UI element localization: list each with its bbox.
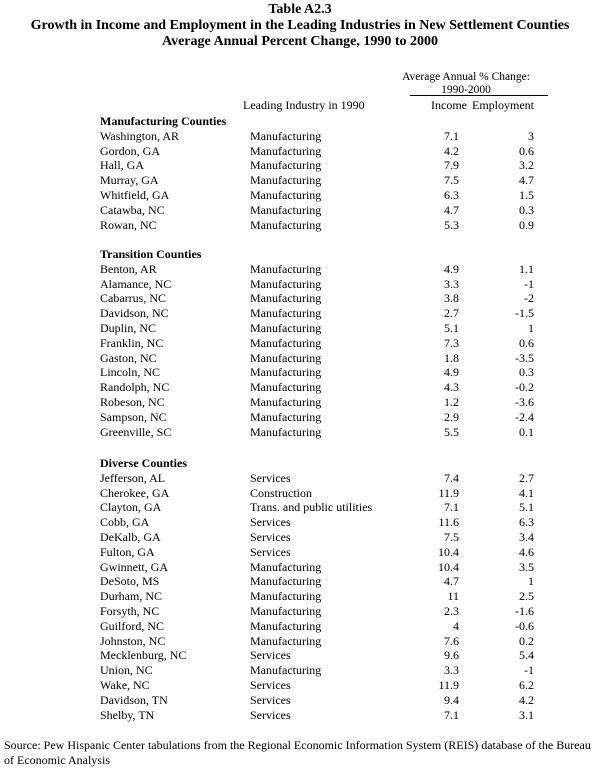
county-cell: DeSoto, MS xyxy=(100,574,160,589)
income-cell: 10.4 xyxy=(438,559,459,574)
industry-cell: Services xyxy=(250,692,291,707)
industry-cell: Manufacturing xyxy=(250,173,322,188)
industry-cell: Manufacturing xyxy=(250,604,322,618)
county-cell: Lincoln, NC xyxy=(100,365,160,380)
employment-cell: 4.7 xyxy=(519,173,534,188)
table-row xyxy=(0,604,600,619)
section-heading: Manufacturing Counties xyxy=(100,114,227,128)
table-row xyxy=(0,530,600,545)
table-row xyxy=(0,663,600,678)
county-cell: Greenville, SC xyxy=(100,424,172,439)
employment-cell: -3.6 xyxy=(515,395,534,409)
employment-cell: 3.1 xyxy=(519,707,534,722)
income-cell: 1.2 xyxy=(444,395,459,409)
table-subtitle: Average Annual Percent Change, 1990 to 2000 xyxy=(162,34,438,49)
table-row xyxy=(0,693,600,708)
industry-cell: Manufacturing xyxy=(250,158,322,173)
industry-cell: Services xyxy=(250,515,291,530)
county-cell: Union, NC xyxy=(100,663,153,678)
income-cell: 5.1 xyxy=(444,321,459,335)
table-row xyxy=(0,425,600,440)
county-cell: Mecklenburg, NC xyxy=(100,648,187,663)
county-cell: Gwinnett, GA xyxy=(100,559,168,574)
table-row xyxy=(0,277,600,292)
employment-cell: -1 xyxy=(524,276,534,291)
county-cell: Washington, AR xyxy=(100,128,180,143)
income-cell: 2.7 xyxy=(444,306,459,321)
column-header-income: Income xyxy=(431,98,467,112)
county-cell: Hall, GA xyxy=(100,158,144,173)
county-cell: Benton, AR xyxy=(100,261,157,276)
employment-cell: -1.5 xyxy=(515,306,534,321)
industry-cell: Manufacturing xyxy=(250,365,322,380)
county-cell: Davidson, NC xyxy=(100,306,169,321)
income-cell: 3.3 xyxy=(444,663,459,678)
section-heading: Transition Counties xyxy=(100,247,202,261)
industry-cell: Construction xyxy=(250,485,312,500)
income-cell: 7.5 xyxy=(444,530,459,544)
county-cell: Forsyth, NC xyxy=(100,604,160,618)
table-row xyxy=(0,471,600,486)
county-cell: Guilford, NC xyxy=(100,618,164,633)
table-row xyxy=(0,188,600,203)
industry-cell: Manufacturing xyxy=(250,202,322,217)
column-header-employment: Employment xyxy=(472,98,534,112)
employment-cell: 0.6 xyxy=(519,143,534,158)
income-cell: 9.6 xyxy=(444,648,459,663)
county-cell: Robeson, NC xyxy=(100,395,165,409)
income-cell: 5.3 xyxy=(444,217,459,232)
industry-cell: Manufacturing xyxy=(250,128,322,143)
county-cell: Shelby, TN xyxy=(100,707,155,722)
table-row xyxy=(0,336,600,351)
income-cell: 4.3 xyxy=(444,380,459,395)
employment-cell: 0.1 xyxy=(519,424,534,439)
industry-cell: Manufacturing xyxy=(250,276,322,291)
employment-cell: -2.4 xyxy=(515,409,534,424)
income-cell: 1.8 xyxy=(444,350,459,365)
income-cell: 7.1 xyxy=(444,128,459,143)
income-cell: 7.1 xyxy=(444,707,459,722)
income-cell: 6.3 xyxy=(444,188,459,202)
header-underline xyxy=(410,95,548,96)
income-cell: 11.6 xyxy=(438,515,459,530)
income-cell: 10.4 xyxy=(438,544,459,559)
employment-cell: 1 xyxy=(528,321,534,335)
table-row xyxy=(0,351,600,366)
employment-cell: 1.1 xyxy=(519,261,534,276)
county-cell: Cabarrus, NC xyxy=(100,291,166,306)
table-row xyxy=(0,173,600,188)
employment-cell: 6.2 xyxy=(519,678,534,692)
employment-cell: 4.2 xyxy=(519,692,534,707)
income-cell: 3.3 xyxy=(444,276,459,291)
industry-cell: Manufacturing xyxy=(250,143,322,158)
employment-cell: 0.2 xyxy=(519,633,534,648)
source-note: Source: Pew Hispanic Center tabulations from the Regional Economic Information System (REIS) database of the Bureau of Economic Analysis xyxy=(4,738,594,767)
county-cell: Duplin, NC xyxy=(100,321,157,335)
industry-cell: Manufacturing xyxy=(250,380,322,395)
county-cell: Rowan, NC xyxy=(100,217,157,232)
county-cell: Cobb, GA xyxy=(100,515,150,530)
county-cell: Cherokee, GA xyxy=(100,485,170,500)
table-row xyxy=(0,619,600,634)
employment-cell: -1 xyxy=(524,663,534,678)
employment-cell: 5.4 xyxy=(519,648,534,663)
table-row xyxy=(0,634,600,649)
county-cell: Whitfield, GA xyxy=(100,188,170,202)
industry-cell: Manufacturing xyxy=(250,663,322,678)
table-row xyxy=(0,410,600,425)
income-cell: 4.9 xyxy=(444,365,459,380)
county-cell: Wake, NC xyxy=(100,678,150,692)
table-row xyxy=(0,545,600,560)
industry-cell: Manufacturing xyxy=(250,618,322,633)
table-row xyxy=(0,486,600,501)
industry-cell: Manufacturing xyxy=(250,409,322,424)
table-row xyxy=(0,678,600,693)
employment-cell: 0.6 xyxy=(519,335,534,350)
employment-cell: -1.6 xyxy=(515,604,534,618)
table-row xyxy=(0,158,600,173)
employment-cell: 3.2 xyxy=(519,158,534,173)
table-row xyxy=(0,144,600,159)
employment-cell: 4.1 xyxy=(519,485,534,500)
employment-cell: 3.5 xyxy=(519,559,534,574)
header-group-label: Average Annual % Change: xyxy=(402,71,530,83)
industry-cell: Manufacturing xyxy=(250,633,322,648)
table-number: Table A2.3 xyxy=(268,2,332,17)
industry-cell: Trans. and public utilities xyxy=(250,500,373,515)
industry-cell: Services xyxy=(250,544,291,559)
county-cell: Johnston, NC xyxy=(100,633,166,648)
industry-cell: Manufacturing xyxy=(250,350,322,365)
income-cell: 7.5 xyxy=(444,173,459,188)
county-cell: Clayton, GA xyxy=(100,500,162,515)
table-row xyxy=(0,306,600,321)
income-cell: 7.6 xyxy=(444,633,459,648)
industry-cell: Manufacturing xyxy=(250,335,322,350)
header-group-years: 1990-2000 xyxy=(441,84,491,96)
income-cell: 9.4 xyxy=(444,692,459,707)
employment-cell: 6.3 xyxy=(519,515,534,530)
table-title: Growth in Income and Employment in the Leading Industries in New Settlement Counties xyxy=(30,18,570,33)
table-row xyxy=(0,500,600,515)
income-cell: 4.7 xyxy=(444,202,459,217)
industry-cell: Manufacturing xyxy=(250,291,322,306)
income-cell: 4.2 xyxy=(444,143,459,158)
employment-cell: 3 xyxy=(528,128,534,143)
table-row xyxy=(0,515,600,530)
county-cell: Alamance, NC xyxy=(100,276,172,291)
employment-cell: 1 xyxy=(528,574,534,589)
income-cell: 2.3 xyxy=(444,604,459,618)
income-cell: 7.4 xyxy=(444,470,459,485)
industry-cell: Services xyxy=(250,707,291,722)
section-heading: Diverse Counties xyxy=(100,456,187,470)
income-cell: 5.5 xyxy=(444,424,459,439)
income-cell: 11 xyxy=(447,589,459,604)
employment-cell: 4.6 xyxy=(519,544,534,559)
county-cell: Davidson, TN xyxy=(100,692,168,707)
industry-cell: Manufacturing xyxy=(250,306,322,321)
table-row xyxy=(0,648,600,663)
income-cell: 2.9 xyxy=(444,409,459,424)
income-cell: 7.1 xyxy=(444,500,459,515)
income-cell: 7.9 xyxy=(444,158,459,173)
employment-cell: 5.1 xyxy=(519,500,534,515)
table-row xyxy=(0,380,600,395)
industry-cell: Manufacturing xyxy=(250,217,322,232)
industry-cell: Manufacturing xyxy=(250,424,322,439)
industry-cell: Manufacturing xyxy=(250,395,322,409)
income-cell: 11.9 xyxy=(438,678,459,692)
industry-cell: Manufacturing xyxy=(250,589,322,604)
table-row xyxy=(0,560,600,575)
table-row xyxy=(0,574,600,589)
income-cell: 11.9 xyxy=(438,485,459,500)
table-row xyxy=(0,321,600,336)
table-row xyxy=(0,365,600,380)
income-cell: 3.8 xyxy=(444,291,459,306)
industry-cell: Services xyxy=(250,678,291,692)
employment-cell: -3.5 xyxy=(515,350,534,365)
county-cell: Sampson, NC xyxy=(100,409,167,424)
income-cell: 7.3 xyxy=(444,335,459,350)
income-cell: 4 xyxy=(453,618,459,633)
table-row xyxy=(0,708,600,723)
employment-cell: 0.3 xyxy=(519,365,534,380)
county-cell: Fulton, GA xyxy=(100,544,155,559)
county-cell: Gordon, GA xyxy=(100,143,160,158)
employment-cell: -0.2 xyxy=(515,380,534,395)
employment-cell: -0.6 xyxy=(515,618,534,633)
table-row xyxy=(0,589,600,604)
county-cell: Murray, GA xyxy=(100,173,159,188)
employment-cell: 0.3 xyxy=(519,202,534,217)
industry-cell: Manufacturing xyxy=(250,188,322,202)
employment-cell: 2.5 xyxy=(519,589,534,604)
table-row xyxy=(0,218,600,233)
industry-cell: Services xyxy=(250,470,291,485)
table-row xyxy=(0,291,600,306)
county-cell: DeKalb, GA xyxy=(100,530,161,544)
column-header-industry: Leading Industry in 1990 xyxy=(243,98,365,112)
county-cell: Catawba, NC xyxy=(100,202,165,217)
county-cell: Franklin, NC xyxy=(100,335,164,350)
industry-cell: Manufacturing xyxy=(250,559,322,574)
industry-cell: Manufacturing xyxy=(250,574,322,589)
income-cell: 4.9 xyxy=(444,261,459,276)
table-row xyxy=(0,203,600,218)
employment-cell: 3.4 xyxy=(519,530,534,544)
table-row xyxy=(0,129,600,144)
employment-cell: 2.7 xyxy=(519,470,534,485)
employment-cell: -2 xyxy=(524,291,534,306)
county-cell: Randolph, NC xyxy=(100,380,170,395)
table-row xyxy=(0,395,600,410)
industry-cell: Services xyxy=(250,648,291,663)
industry-cell: Services xyxy=(250,530,291,544)
county-cell: Gaston, NC xyxy=(100,350,157,365)
county-cell: Durham, NC xyxy=(100,589,162,604)
county-cell: Jefferson, AL xyxy=(100,470,166,485)
industry-cell: Manufacturing xyxy=(250,261,322,276)
income-cell: 4.7 xyxy=(444,574,459,589)
table-row xyxy=(0,262,600,277)
employment-cell: 1.5 xyxy=(519,188,534,202)
industry-cell: Manufacturing xyxy=(250,321,322,335)
employment-cell: 0.9 xyxy=(519,217,534,232)
